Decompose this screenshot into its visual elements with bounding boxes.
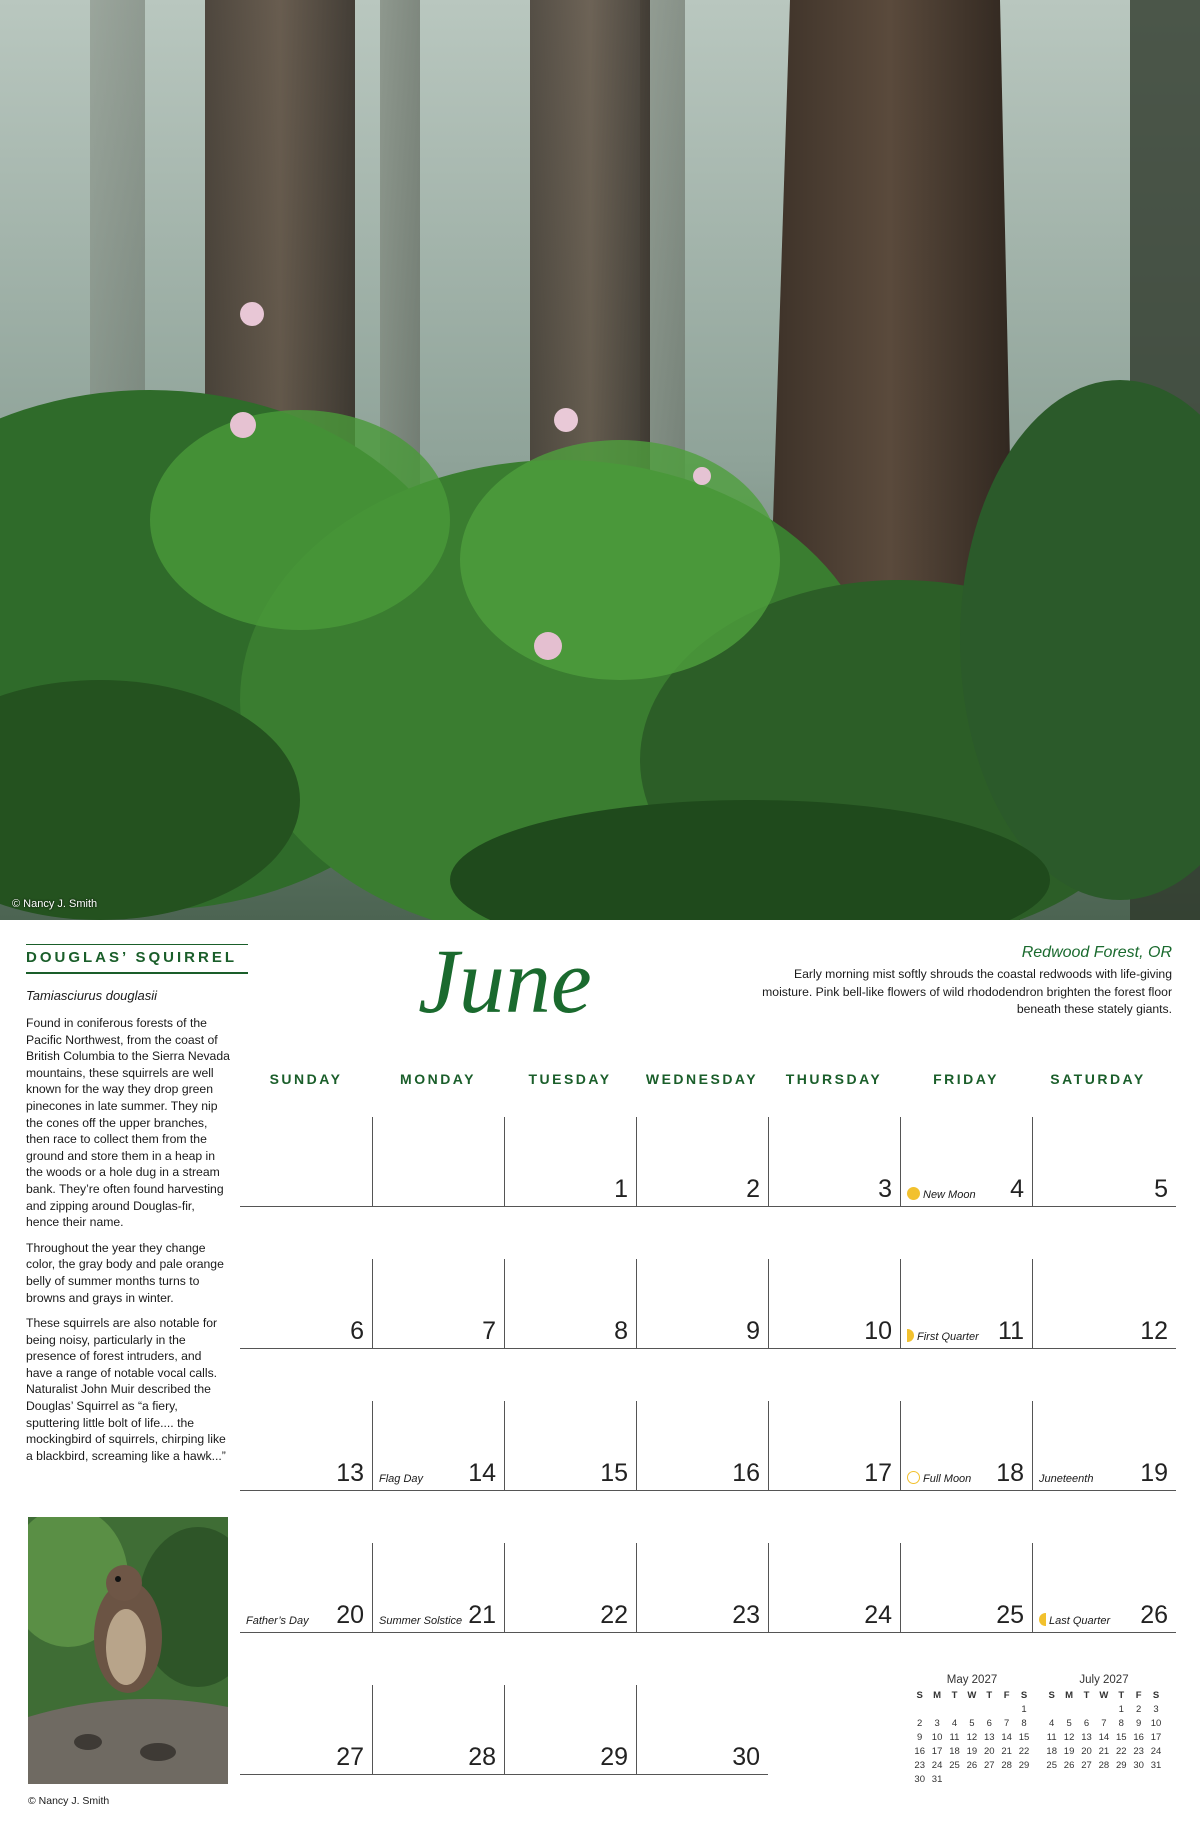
note-text: New Moon [923, 1189, 976, 1201]
last-quarter-moon-icon [1039, 1613, 1046, 1626]
note-text: Father’s Day [246, 1615, 309, 1627]
mini-day: 30 [914, 1774, 925, 1785]
moon-phase-note [1039, 1613, 1110, 1627]
mini-day: 11 [949, 1732, 960, 1743]
mini-weekday: W [1099, 1690, 1109, 1701]
note-text: Flag Day [379, 1473, 424, 1485]
mini-calendar-week [911, 1718, 1033, 1732]
day-cell [1032, 1259, 1176, 1349]
mini-day: 24 [931, 1760, 943, 1771]
mini-day: 27 [1081, 1760, 1092, 1771]
holiday-note [379, 1473, 423, 1485]
mini-calendar-title: July 2027 [1079, 1674, 1129, 1686]
mini-day [981, 1774, 998, 1788]
day-number: 9 [746, 1317, 760, 1345]
day-cell [768, 1401, 900, 1491]
note-text: Last Quarter [1049, 1615, 1111, 1627]
day-cell [1032, 1401, 1176, 1491]
squirrel-photo [28, 1517, 228, 1784]
mini-day: 22 [1018, 1746, 1030, 1757]
day-cell [240, 1543, 372, 1633]
mini-day: 26 [1063, 1760, 1075, 1771]
day-number: 11 [998, 1317, 1024, 1345]
mini-day: 16 [1133, 1732, 1144, 1743]
day-number: 19 [1140, 1459, 1168, 1487]
holiday-note [246, 1615, 309, 1627]
mini-day: 15 [1115, 1732, 1127, 1743]
mini-day: 23 [1133, 1746, 1144, 1757]
mini-weekday: M [1065, 1690, 1074, 1701]
weekday-label: WEDNESDAY [645, 1071, 759, 1087]
day-number: 7 [482, 1317, 496, 1345]
day-cell [636, 1259, 768, 1349]
day-number: 12 [1140, 1317, 1168, 1345]
day-cell [504, 1685, 636, 1775]
mini-day [1060, 1704, 1077, 1718]
mini-day: 3 [934, 1718, 940, 1729]
day-cell [768, 1543, 900, 1633]
day-number: 29 [600, 1743, 628, 1771]
mini-day: 12 [966, 1732, 978, 1743]
mini-day: 13 [983, 1732, 995, 1743]
day-number: 4 [1010, 1175, 1024, 1203]
mini-day: 29 [1115, 1760, 1127, 1771]
mini-calendar-week [911, 1704, 1033, 1718]
mini-day: 24 [1150, 1746, 1162, 1757]
day-cell [768, 1117, 900, 1207]
mini-calendar-weekdays [911, 1690, 1033, 1704]
mini-calendar-week [911, 1774, 1033, 1788]
mini-day: 1 [1118, 1704, 1124, 1715]
mini-weekday: T [951, 1690, 958, 1701]
mini-day: 28 [1001, 1760, 1012, 1771]
day-number: 21 [468, 1601, 496, 1629]
day-cell [900, 1259, 1032, 1349]
mini-day: 14 [1098, 1732, 1110, 1743]
day-cell [768, 1685, 900, 1775]
day-cell [240, 1259, 372, 1349]
mini-weekday: W [967, 1690, 977, 1701]
day-cell [240, 1685, 372, 1775]
mini-day [946, 1774, 963, 1788]
day-cell [900, 1543, 1032, 1633]
mini-day: 19 [966, 1746, 978, 1757]
day-cell [636, 1685, 768, 1775]
day-cell [240, 1117, 372, 1207]
mini-day: 31 [1150, 1760, 1162, 1771]
day-number: 27 [336, 1743, 364, 1771]
mini-day [1015, 1774, 1032, 1788]
mini-day: 14 [1001, 1732, 1012, 1743]
mini-weekday: F [1135, 1690, 1142, 1701]
day-number: 8 [614, 1317, 628, 1345]
mini-day: 4 [951, 1718, 958, 1729]
day-cell [504, 1543, 636, 1633]
day-number: 15 [600, 1459, 628, 1487]
day-cell [768, 1259, 900, 1349]
mini-day: 10 [931, 1732, 943, 1743]
day-number: 2 [746, 1175, 760, 1203]
mini-day: 6 [1083, 1718, 1090, 1729]
mini-day: 7 [1004, 1718, 1010, 1729]
mini-day [946, 1704, 963, 1718]
mini-calendar [911, 1674, 1033, 1788]
mini-calendar [1043, 1674, 1165, 1774]
day-cell [636, 1117, 768, 1207]
day-cell [1032, 1117, 1176, 1207]
mini-day: 21 [1098, 1746, 1110, 1757]
weekday-label: TUESDAY [528, 1071, 612, 1087]
day-number: 14 [468, 1459, 496, 1487]
mini-weekday: M [933, 1690, 942, 1701]
mini-day: 13 [1081, 1732, 1092, 1743]
holiday-note [379, 1615, 462, 1627]
mini-day: 21 [1001, 1746, 1012, 1757]
day-number: 25 [996, 1601, 1024, 1629]
mini-day: 18 [949, 1746, 960, 1757]
note-text: Juneteenth [1039, 1473, 1094, 1485]
photo-description: Early morning mist softly shrouds the coastal redwoods with life-giving moisture. Pink bell-like flowers of wild rhododendron brighten the forest floor beneath these stately giants. [762, 967, 1172, 1016]
mini-day: 20 [983, 1746, 995, 1757]
holiday-note [1039, 1473, 1093, 1485]
day-cell [504, 1259, 636, 1349]
day-cell [636, 1401, 768, 1491]
mini-calendar-week [911, 1760, 1033, 1774]
mini-calendar-week [1043, 1732, 1165, 1746]
mini-day: 31 [931, 1774, 943, 1785]
mini-day: 9 [917, 1732, 923, 1743]
day-cell [372, 1543, 504, 1633]
weekday-label: FRIDAY [933, 1071, 999, 1087]
mini-day [998, 1774, 1015, 1788]
photo-location: Redwood Forest, OR [1021, 944, 1172, 961]
mini-calendar-week [1043, 1704, 1165, 1718]
mini-weekday: F [1003, 1690, 1010, 1701]
month-title: June [418, 930, 592, 1032]
mini-day: 1 [1021, 1704, 1027, 1715]
mini-day: 25 [1046, 1760, 1057, 1771]
new-moon-icon [907, 1187, 920, 1200]
day-number: 18 [996, 1459, 1024, 1487]
mini-day: 17 [1150, 1732, 1162, 1743]
mini-calendar-week [1043, 1718, 1165, 1732]
day-number: 6 [350, 1317, 364, 1345]
mini-day: 8 [1118, 1718, 1124, 1729]
mini-calendar-week [1043, 1746, 1165, 1760]
day-number: 23 [732, 1601, 760, 1629]
mini-weekday: T [1083, 1690, 1090, 1701]
photo-credit: © Nancy J. Smith [12, 898, 98, 910]
day-cell [372, 1401, 504, 1491]
mini-day: 20 [1081, 1746, 1092, 1757]
full-moon-icon [907, 1471, 920, 1484]
mini-day [998, 1704, 1015, 1718]
day-cell [372, 1259, 504, 1349]
day-cell [1032, 1543, 1176, 1633]
day-cell [240, 1401, 372, 1491]
note-text: First Quarter [917, 1331, 979, 1343]
mini-day: 12 [1063, 1732, 1075, 1743]
day-number: 24 [864, 1601, 892, 1629]
moon-phase-note [907, 1187, 976, 1201]
mini-day: 7 [1101, 1718, 1107, 1729]
mini-day: 15 [1018, 1732, 1030, 1743]
day-number: 17 [864, 1459, 892, 1487]
moon-phase-note [907, 1329, 979, 1343]
squirrel-photo-credit: © Nancy J. Smith [28, 1795, 110, 1807]
mini-day: 5 [1066, 1718, 1072, 1729]
species-paragraph: Found in coniferous forests of the Pacific Northwest, from the coast of British Columbia to the Sierra Nevada mountains, these squirrels are well known for the way they drop green pinecones in late summer. They nip the cones off the upper branches, then race to collect them from the ground and store them in a heap in the woods or a hole dug in a stream bank. They’re often found harvesting and zipping around Douglas-fir, hence their name. [26, 1016, 230, 1230]
day-number: 16 [732, 1459, 760, 1487]
mini-calendar-title: May 2027 [946, 1674, 998, 1686]
mini-day: 4 [1049, 1718, 1055, 1729]
mini-day: 25 [949, 1760, 960, 1771]
day-number: 3 [878, 1175, 892, 1203]
mini-day: 26 [966, 1760, 978, 1771]
species-paragraph: These squirrels are also notable for being noisy, particularly in the presence of forest intruders, and have a range of notable vocal calls. Naturalist John Muir described the Douglas’ Squirrel as “a fiery, sputtering little bolt of life.... the mockingbird of squirrels, chirping like a blackbird, screaming like a hawk...” [26, 1316, 226, 1463]
mini-day: 17 [931, 1746, 943, 1757]
mini-weekday: T [986, 1690, 993, 1701]
mini-calendar-week [911, 1746, 1033, 1760]
weekday-label: SATURDAY [1050, 1071, 1146, 1087]
day-number: 20 [336, 1601, 364, 1629]
note-text: Full Moon [923, 1473, 972, 1485]
mini-day: 30 [1133, 1760, 1144, 1771]
moon-phase-note [907, 1471, 971, 1485]
mini-weekday: S [1020, 1690, 1028, 1701]
species-title: DOUGLAS’ SQUIRREL [26, 944, 248, 974]
day-number: 22 [600, 1601, 628, 1629]
day-number: 28 [468, 1743, 496, 1771]
mini-weekday: S [1048, 1690, 1055, 1701]
first-quarter-moon-icon [907, 1329, 914, 1342]
mini-weekday: S [1152, 1690, 1160, 1701]
day-cell [372, 1685, 504, 1775]
mini-day [963, 1704, 980, 1718]
day-number: 30 [732, 1743, 760, 1771]
mini-day: 8 [1021, 1718, 1027, 1729]
day-number: 13 [336, 1459, 364, 1487]
species-sidebar [26, 944, 252, 1473]
mini-day [1095, 1704, 1112, 1718]
mini-day: 18 [1046, 1746, 1057, 1757]
mini-day: 22 [1115, 1746, 1127, 1757]
day-number: 26 [1140, 1601, 1168, 1629]
mini-day [911, 1704, 928, 1718]
mini-calendar-week [911, 1732, 1033, 1746]
day-cell [900, 1117, 1032, 1207]
day-number: 5 [1154, 1175, 1168, 1203]
mini-day [963, 1774, 980, 1788]
day-cell [900, 1401, 1032, 1491]
note-text: Summer Solstice [379, 1615, 463, 1627]
day-cell [372, 1117, 504, 1207]
mini-day: 2 [1136, 1704, 1142, 1715]
mini-day: 11 [1046, 1732, 1057, 1743]
mini-calendar-weekdays [1043, 1690, 1165, 1704]
mini-day: 3 [1153, 1704, 1159, 1715]
mini-day: 27 [983, 1760, 995, 1771]
day-number: 1 [614, 1175, 628, 1203]
species-scientific-name: Tamiasciurus douglasii [26, 988, 158, 1003]
mini-day: 16 [914, 1746, 925, 1757]
mini-day [1043, 1704, 1060, 1718]
weekday-label: MONDAY [400, 1071, 476, 1087]
mini-day: 10 [1150, 1718, 1162, 1729]
mini-day: 23 [914, 1760, 925, 1771]
mini-weekday: S [916, 1690, 923, 1701]
mini-day: 9 [1136, 1718, 1142, 1729]
mini-day: 19 [1063, 1746, 1075, 1757]
day-cell [504, 1117, 636, 1207]
mini-day: 29 [1018, 1760, 1030, 1771]
mini-day [1078, 1704, 1095, 1718]
day-number: 10 [864, 1317, 892, 1345]
mini-day: 6 [986, 1718, 992, 1729]
mini-calendar-week [1043, 1760, 1165, 1774]
mini-day [928, 1704, 945, 1718]
mini-day: 2 [917, 1718, 923, 1729]
day-cell [504, 1401, 636, 1491]
mini-day: 28 [1098, 1760, 1110, 1771]
mini-day [981, 1704, 998, 1718]
day-cell [636, 1543, 768, 1633]
mini-day: 5 [969, 1718, 975, 1729]
species-paragraph: Throughout the year they change color, the gray body and pale orange belly of summer months turns to browns and grays in winter. [26, 1240, 224, 1305]
weekday-label: SUNDAY [269, 1071, 343, 1087]
weekday-label: THURSDAY [785, 1071, 883, 1087]
mini-weekday: T [1118, 1690, 1125, 1701]
